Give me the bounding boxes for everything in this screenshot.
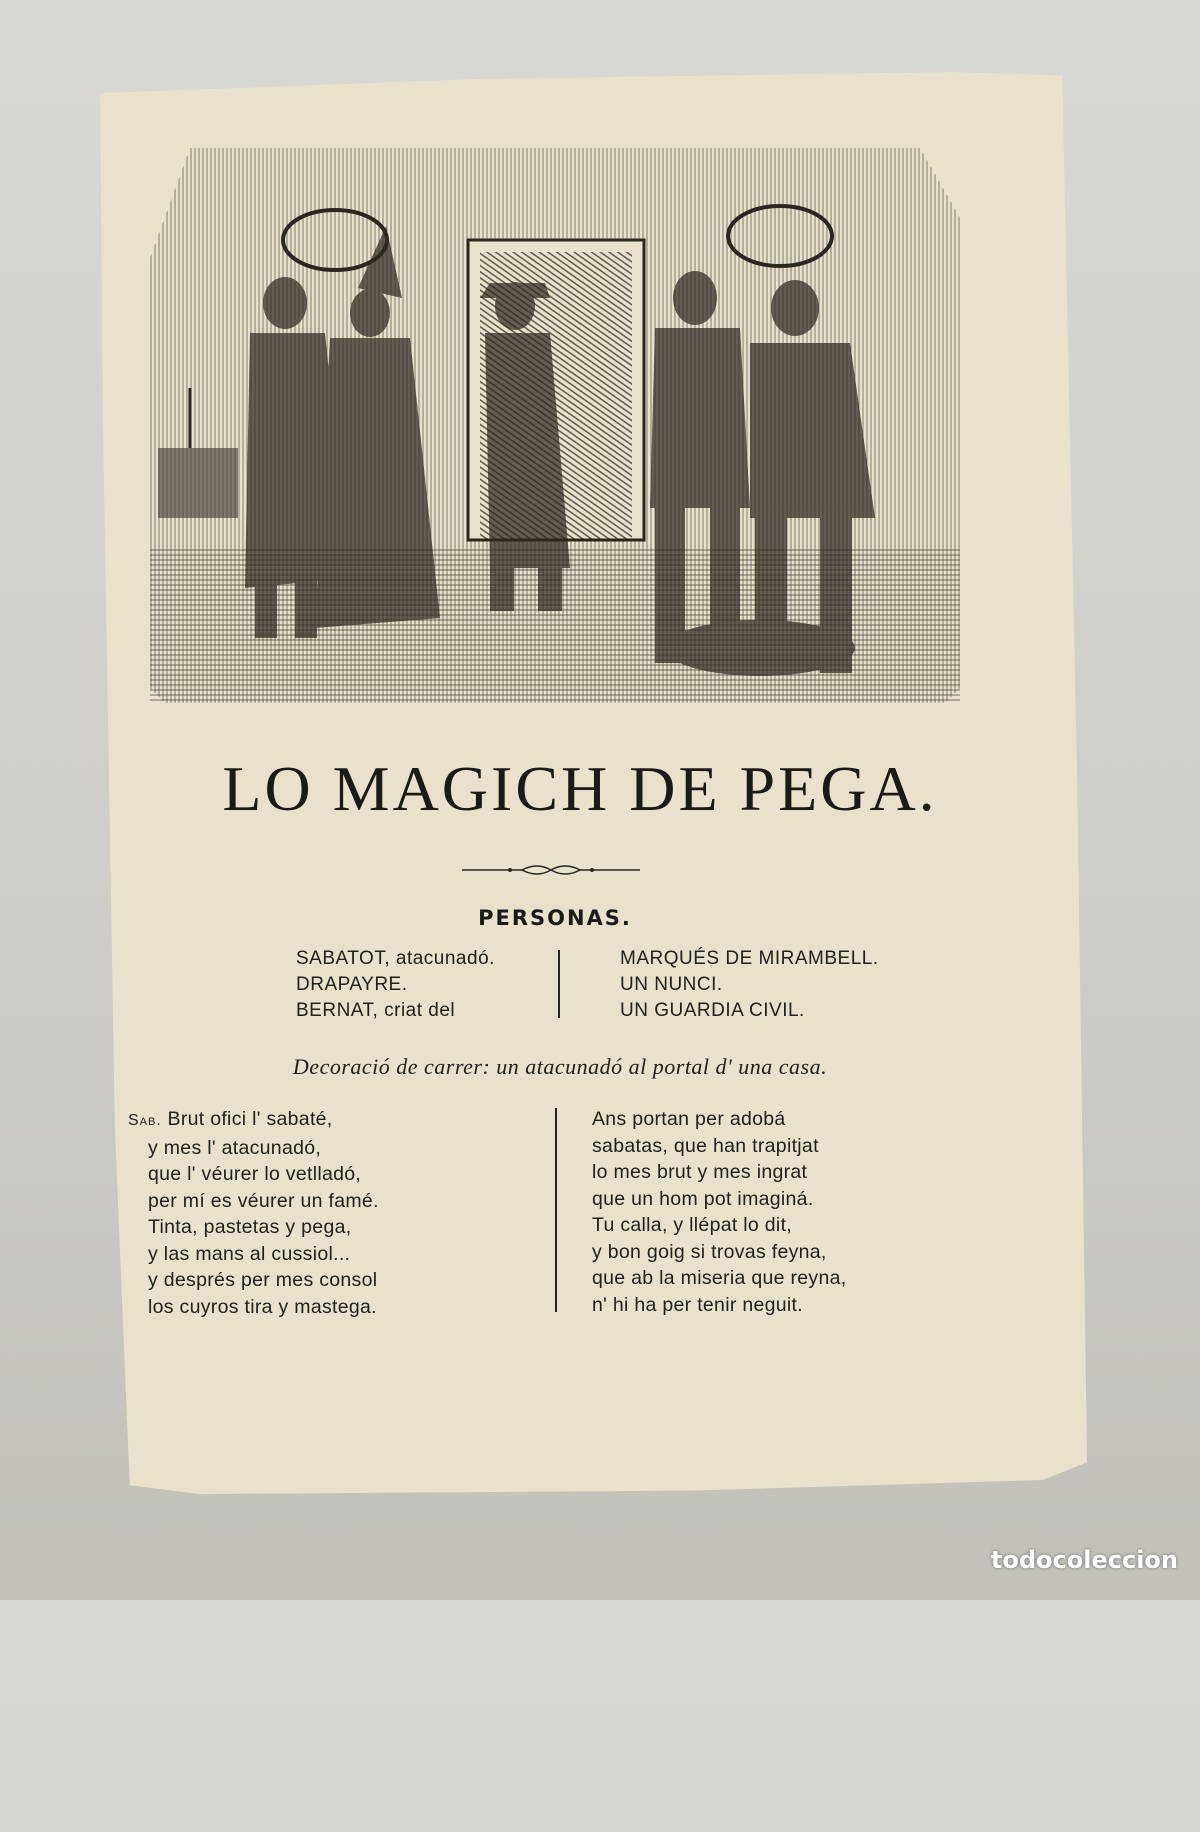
cast-member: BERNAT, criat del	[296, 1000, 456, 1021]
verse-line: que l' véurer lo vetlladó,	[148, 1163, 362, 1185]
title-ornament	[462, 862, 640, 878]
document-title: LO MAGICH DE PEGA.	[222, 753, 938, 824]
verse-line: y després per mes consol	[148, 1269, 378, 1291]
verse-line: y las mans al cussiol...	[148, 1242, 351, 1265]
cast-member: SABATOT, atacunadó.	[296, 948, 495, 969]
verse-line: Ans portan per adobá	[592, 1108, 786, 1130]
verse-line: lo mes brut y mes ingrat	[592, 1161, 808, 1183]
watermark-logo: todocoleccion	[990, 1546, 1178, 1574]
cast-member: UN GUARDIA CIVIL.	[620, 1000, 805, 1021]
verse-column-left	[128, 1106, 379, 1320]
cast-divider	[558, 950, 560, 1018]
verse-line: Tu calla, y llépat lo dit,	[592, 1214, 793, 1236]
stage-direction: Decoració de carrer: un atacunadó al portal d' una casa.	[292, 1054, 828, 1079]
verse-line: per mí es véurer un famé.	[148, 1189, 379, 1212]
cast-member: UN NUNCI.	[620, 974, 723, 995]
verse-line: Sab. Brut ofici l' sabaté,	[128, 1108, 333, 1130]
verse-line: Tinta, pastetas y pega,	[148, 1216, 352, 1238]
engraving-illustration	[150, 148, 960, 703]
verse-line: los cuyros tira y mastega.	[148, 1295, 377, 1318]
verse-column-right	[592, 1106, 846, 1318]
verse-line: y bon goig si trovas feyna,	[592, 1240, 827, 1263]
verse-line: que un hom pot imaginá.	[592, 1187, 814, 1210]
verse-line: que ab la miseria que reyna,	[592, 1267, 847, 1289]
speaker-label: Sab.	[128, 1112, 162, 1129]
verse-line: n' hi ha per tenir neguit.	[592, 1293, 803, 1316]
personas-heading: PERSONAS.	[478, 906, 632, 930]
cast-list-left	[296, 946, 495, 1024]
cast-member: DRAPAYRE.	[296, 974, 408, 995]
verse-line: sabatas, que han trapitjat	[592, 1134, 819, 1157]
verse-line: y mes l' atacunadó,	[148, 1136, 322, 1159]
verse-divider	[555, 1108, 557, 1312]
cast-list-right	[620, 946, 879, 1024]
cast-member: MARQUÉS DE MIRAMBELL.	[620, 948, 879, 969]
